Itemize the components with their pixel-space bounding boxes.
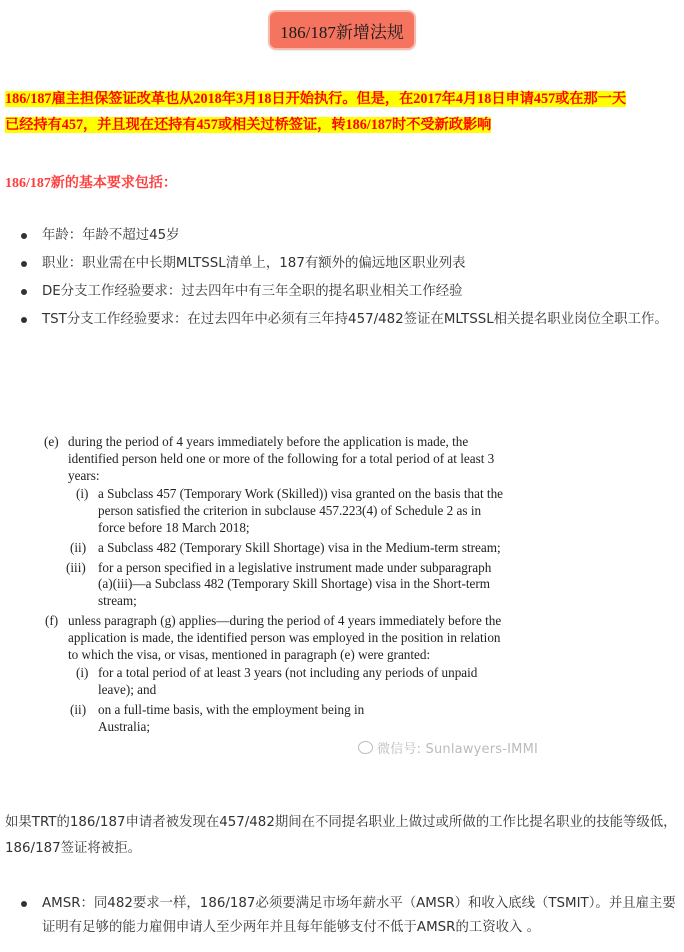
amsr-list bbox=[0, 892, 684, 940]
requirements-heading: 186/187新的基本要求包括： bbox=[5, 176, 177, 191]
list-item bbox=[0, 308, 684, 332]
clause-f-ii bbox=[36, 702, 536, 736]
requirement-age: 年龄：年龄不超过45岁 bbox=[42, 228, 180, 243]
trt-paragraph: 如果TRT的186/187申请者被发现在457/482期间在不同提名职业上做过或所做的工作比提名职业的技能等级低，186/187签证将被拒。 bbox=[5, 815, 677, 856]
clause-label: (f) bbox=[45, 612, 59, 628]
clause-text: on a full-time basis, with the employment being in Australia; bbox=[98, 701, 365, 734]
bullet-icon bbox=[21, 901, 27, 907]
requirement-amsr: AMSR：同482要求一样，186/187必须要满足市场年薪水平（AMSR）和收入底线（TSMIT）。并且雇主要证明有足够的能力雇佣申请人至少两年并且每年能够支付不低于AMSR的工资收入 。 bbox=[42, 896, 676, 935]
list-item bbox=[0, 892, 684, 940]
clause-label: (ii) bbox=[70, 701, 87, 717]
legislation-excerpt bbox=[36, 434, 536, 736]
clause-e-iii bbox=[36, 560, 536, 610]
requirements-list bbox=[0, 224, 684, 332]
title-container bbox=[0, 12, 684, 48]
clause-label: (e) bbox=[44, 434, 59, 449]
requirement-de-stream: DE分支工作经验要求：过去四年中有三年全职的提名职业相关工作经验 bbox=[42, 284, 463, 299]
clause-text: for a person specified in a legislative instrument made under subparagraph (a)(iii)—a Subclass 482 (Temporary Skill Shortage) visa in the Short-term stream; bbox=[98, 559, 492, 609]
clause-text: a Subclass 482 (Temporary Skill Shortage) visa in the Medium-term stream; bbox=[98, 539, 501, 555]
bullet-icon bbox=[21, 289, 27, 295]
clause-f-i bbox=[36, 665, 536, 699]
list-item bbox=[0, 224, 684, 248]
clause-label: (i) bbox=[76, 665, 89, 681]
watermark-text: 微信号: Sunlawyers-IMMI bbox=[377, 742, 539, 757]
bullet-icon bbox=[21, 317, 27, 323]
page-title: 186/187新增法规 bbox=[270, 12, 414, 48]
clause-e-ii bbox=[36, 540, 536, 557]
watermark bbox=[358, 738, 538, 757]
highlight-notice bbox=[5, 86, 681, 138]
highlight-line-2: 已经持有457，并且现在还持有457或相关过桥签证，转186/187时不受新政影响 bbox=[5, 117, 492, 133]
bullet-icon bbox=[21, 233, 27, 239]
clause-label: (i) bbox=[76, 486, 89, 502]
clause-e bbox=[36, 434, 536, 484]
bullet-icon bbox=[21, 261, 27, 267]
clause-e-i bbox=[36, 486, 536, 536]
clause-text: unless paragraph (g) applies—during the period of 4 years immediately before the application is made, the identified person was employed in the position in relation to which the visa, or visas, mentioned in paragraph (e) were granted: bbox=[68, 612, 502, 662]
clause-f bbox=[36, 613, 536, 663]
clause-label: (iii) bbox=[66, 559, 86, 575]
clause-text: a Subclass 457 (Temporary Work (Skilled)) visa granted on the basis that the person satisfied the criterion in subclause 457.223(4) of Schedule 2 as in force before 18 March 2018; bbox=[98, 486, 504, 535]
list-item bbox=[0, 280, 684, 304]
wechat-icon bbox=[358, 741, 373, 754]
highlight-line-1: 186/187雇主担保签证改革也从2018年3月18日开始执行。但是，在2017年4月18日申请457或在那一天 bbox=[5, 91, 627, 107]
requirement-occupation: 职业：职业需在中长期MLTSSL清单上，187有额外的偏远地区职业列表 bbox=[42, 256, 466, 271]
list-item bbox=[0, 252, 684, 276]
clause-text: during the period of 4 years immediately before the application is made, the identified person held one or more of the following for a total period of at least 3 years: bbox=[68, 434, 495, 483]
clause-text: for a total period of at least 3 years (not including any periods of unpaid leave); and bbox=[98, 665, 478, 698]
requirement-tst-stream: TST分支工作经验要求：在过去四年中必须有三年持457/482签证在MLTSSL相关提名职业岗位全职工作。 bbox=[42, 312, 668, 327]
clause-label: (ii) bbox=[70, 539, 87, 555]
